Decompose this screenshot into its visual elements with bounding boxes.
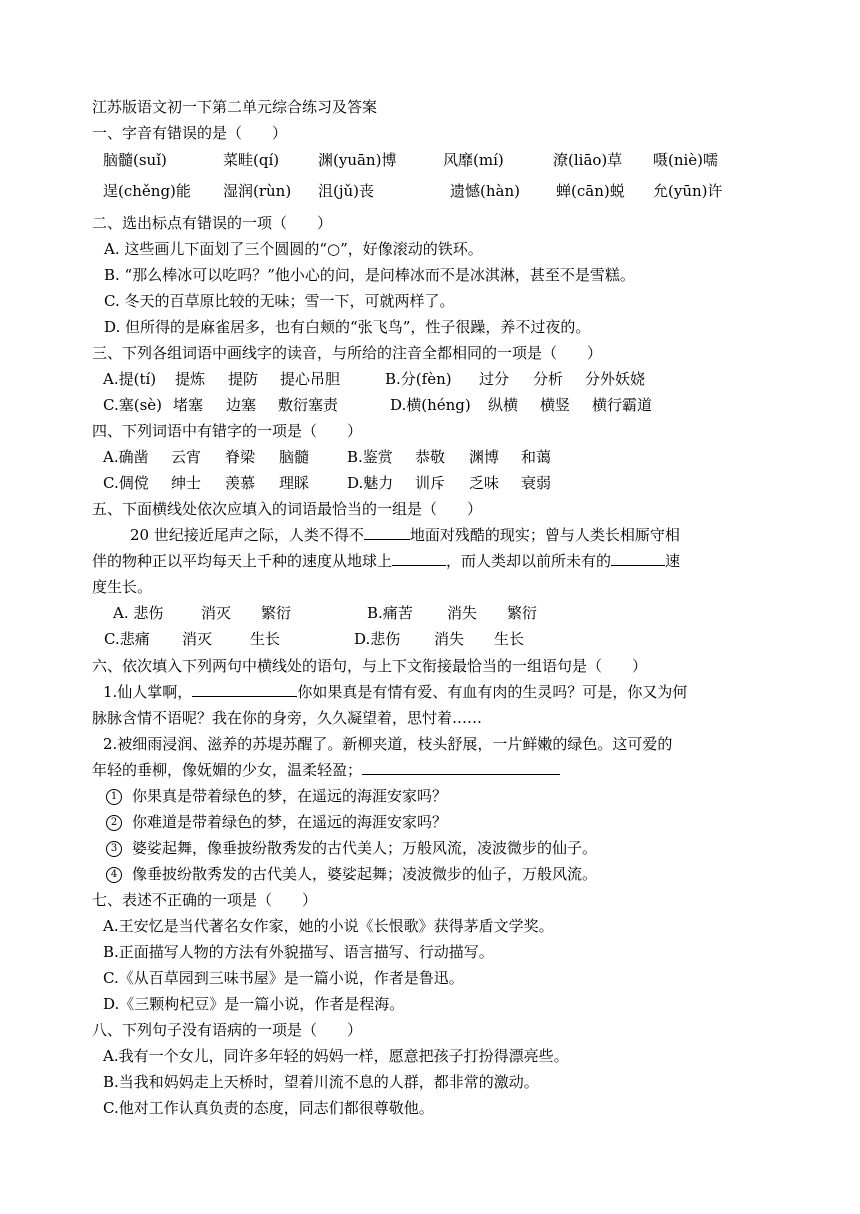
q4-option-d: D.魅力 (347, 474, 394, 492)
q3-row-cd (103, 395, 652, 415)
q4-option-c: C.倜傥 (103, 474, 149, 492)
q5-a-word: 繁衍 (261, 604, 292, 622)
q5-blank-1 (364, 525, 410, 540)
q6-sentence-1 (103, 682, 687, 702)
q1-b-word2: 潦(liāo)草 (553, 151, 623, 169)
q1-d-word2: 蝉(cān)蜕 (556, 182, 625, 200)
q1-c-word2: 湿润(rùn) (223, 182, 292, 200)
q6-choice-2 (106, 812, 447, 832)
q3-d-word: 横行霸道 (592, 396, 653, 414)
q4-d-word: 训斥 (415, 474, 446, 492)
q5-d-word: 消失 (434, 630, 465, 648)
q7-option-a: A.王安忆是当代著名女作家，她的小说《长恨歌》获得茅盾文学奖。 (103, 917, 554, 935)
q4-c-word: 绅士 (171, 474, 202, 492)
q7-option-d: D.《三颗枸杞豆》是一篇小说，作者是程海。 (103, 995, 405, 1013)
q1-d-word3: 允(yūn)许 (653, 182, 723, 200)
q5-passage-line-2 (92, 551, 680, 571)
q1-option-d: 遗憾(hàn) (450, 182, 520, 200)
q5-passage-text: 20 世纪接近尾声之际，人类不得不 (130, 526, 364, 544)
q3-d-word: 横竖 (540, 396, 571, 414)
q3-row-ab (103, 369, 645, 389)
q5-b-word: 繁衍 (507, 604, 538, 622)
q3-d-word: 纵横 (488, 396, 519, 414)
q2-option-a: A. 这些画儿下面划了三个圆圆的“○”，好像滚动的铁环。 (104, 240, 483, 258)
q5-b-word: 消失 (447, 604, 478, 622)
q5-c-word: 消灭 (182, 630, 213, 648)
question-2-stem: 二、选出标点有错误的一项（ ） (92, 214, 333, 232)
q8-option-b: B.当我和妈妈走上天桥时，望着川流不息的人群，都非常的激动。 (103, 1073, 539, 1091)
q4-b-word: 渊博 (469, 448, 500, 466)
circled-number-2-icon: 2 (106, 815, 122, 831)
q3-c-word: 敷衍塞责 (278, 396, 339, 414)
q5-passage-line-3: 度生长。 (92, 578, 153, 596)
q2-option-c: C. 冬天的百草原比较的无味；雪一下，可就两样了。 (104, 292, 455, 310)
q4-a-word: 云宵 (171, 448, 202, 466)
q1-row-cd (103, 181, 723, 201)
q6-sentence-2: 2.被细雨浸润、滋养的苏堤苏醒了。新柳夹道，枝头舒展，一片鲜嫩的绿色。这可爱的 (103, 735, 673, 753)
q8-option-c: C.他对工作认真负责的态度，同志们都很尊敬他。 (103, 1099, 434, 1117)
q4-c-word: 羡慕 (225, 474, 256, 492)
q6-choice-4 (106, 864, 597, 884)
q3-a-word: 提防 (228, 370, 259, 388)
q3-option-d: D.横(héng) (390, 396, 471, 414)
q6-sentence-2-cont (92, 760, 560, 780)
q1-a-word2: 菜畦(qí) (223, 151, 280, 169)
q5-a-word: 消灭 (201, 604, 232, 622)
q1-option-c: 逞(chěng)能 (103, 182, 191, 200)
q4-b-word: 恭敬 (415, 448, 446, 466)
q6-choice-1 (106, 786, 447, 806)
q3-b-word: 过分 (479, 370, 510, 388)
q1-a-word3: 渊(yuān)博 (318, 151, 397, 169)
q7-option-b: B.正面描写人物的方法有外貌描写、语言描写、行动描写。 (103, 943, 494, 961)
q5-row-cd (104, 629, 524, 649)
q1-option-a: 脑髓(suǐ) (103, 151, 167, 169)
q5-option-d: D.悲伤 (354, 630, 401, 648)
q4-a-word: 脊梁 (225, 448, 256, 466)
q3-a-word: 提炼 (175, 370, 206, 388)
q1-row-ab (103, 150, 718, 170)
q5-passage-text: 地面对残酷的现实；曾与人类长相厮守相 (409, 526, 680, 544)
q6-blank-1 (192, 682, 297, 697)
q5-passage-text: 伴的物种正以平均每天上千种的速度从地球上 (92, 552, 393, 570)
question-6-stem: 六、依次填入下列两句中横线处的语句，与上下文衔接最恰当的一组语句是（ ） (92, 657, 648, 675)
question-1-stem: 一、字音有错误的是（ ） (92, 124, 288, 142)
q1-c-word3: 沮(jǔ)丧 (318, 182, 375, 200)
q2-option-b: B. “那么棒冰可以吃吗？”他小心的问，是问棒冰而不是冰淇淋，甚至不是雪糕。 (104, 266, 635, 284)
q8-option-a: A.我有一个女儿，同许多年轻的妈妈一样，愿意把孩子打扮得漂亮些。 (103, 1047, 569, 1065)
q4-a-word: 脑髓 (279, 448, 310, 466)
circled-number-4-icon: 4 (106, 867, 122, 883)
q6-choice-text: 婆娑起舞，像垂披纷散秀发的古代美人；万般风流，凌波微步的仙子。 (132, 839, 598, 857)
q4-option-a: A.确凿 (103, 448, 149, 466)
document-title: 江苏版语文初一下第二单元综合练习及答案 (92, 98, 378, 116)
question-3-stem: 三、下列各组词语中画线字的读音，与所给的注音全都相同的一项是（ ） (92, 344, 603, 362)
q7-option-c: C.《从百草园到三味书屋》是一篇小说，作者是鲁迅。 (103, 969, 464, 987)
q3-option-b: B.分(fèn) (385, 370, 452, 388)
q3-option-c: C.塞(sè) (103, 396, 162, 414)
q6-text: 1.仙人掌啊， (103, 683, 193, 701)
q5-d-word: 生长 (494, 630, 525, 648)
q5-passage-text: 速 (665, 552, 681, 570)
q6-blank-2 (362, 760, 560, 775)
q3-b-word: 分析 (533, 370, 564, 388)
q4-d-word: 乏味 (469, 474, 500, 492)
q4-b-word: 和蔼 (521, 448, 552, 466)
q3-a-word: 提心吊胆 (280, 370, 341, 388)
q5-passage-text: ，而人类却以前所未有的 (446, 552, 612, 570)
q5-option-b: B.痛苦 (367, 604, 413, 622)
q6-sentence-1-cont: 脉脉含情不语呢？我在你的身旁，久久凝望着，思忖着…… (92, 709, 483, 727)
question-7-stem: 七、表述不正确的一项是（ ） (92, 891, 318, 909)
question-8-stem: 八、下列句子没有语病的一项是（ ） (92, 1021, 363, 1039)
q5-blank-3 (611, 551, 665, 566)
q3-option-a: A.提(tí) (103, 370, 157, 388)
q5-option-c: C.悲痛 (104, 630, 150, 648)
q4-c-word: 理睬 (279, 474, 310, 492)
q1-option-b: 风靡(mí) (443, 151, 504, 169)
q3-c-word: 边塞 (226, 396, 257, 414)
circled-number-1-icon: 1 (106, 789, 122, 805)
circled-number-3-icon: 3 (106, 841, 122, 857)
q6-choice-text: 像垂披纷散秀发的古代美人，婆娑起舞；凌波微步的仙子，万般风流。 (132, 865, 598, 883)
q6-text: 你如果真是有情有爱、有血有肉的生灵吗？可是，你又为何 (297, 683, 688, 701)
q3-c-word: 堵塞 (173, 396, 204, 414)
q5-c-word: 生长 (250, 630, 281, 648)
q5-passage-line-1 (130, 525, 680, 545)
q4-row-cd (103, 473, 551, 493)
q2-option-d: D. 但所得的是麻雀居多，也有白颊的“张飞鸟”，性子很躁，养不过夜的。 (104, 318, 591, 336)
q6-choice-3 (106, 838, 597, 858)
q5-option-a: A. 悲伤 (113, 604, 164, 622)
q6-choice-text: 你果真是带着绿色的梦，在遥远的海涯安家吗？ (132, 787, 448, 805)
q5-row-ab (113, 603, 537, 623)
q4-option-b: B.鉴赏 (347, 448, 393, 466)
question-5-stem: 五、下面横线处依次应填入的词语最恰当的一组是（ ） (92, 500, 483, 518)
question-4-stem: 四、下列词语中有错字的一项是（ ） (92, 422, 363, 440)
q6-choice-text: 你难道是带着绿色的梦，在遥远的海涯安家吗？ (132, 813, 448, 831)
q4-d-word: 衰弱 (521, 474, 552, 492)
q4-row-ab (103, 447, 551, 467)
q6-text: 年轻的垂柳，像妩媚的少女，温柔轻盈； (92, 761, 363, 779)
q5-blank-2 (392, 551, 446, 566)
q1-b-word3: 嗫(niè)嚅 (653, 151, 719, 169)
q3-b-word: 分外妖娆 (585, 370, 646, 388)
